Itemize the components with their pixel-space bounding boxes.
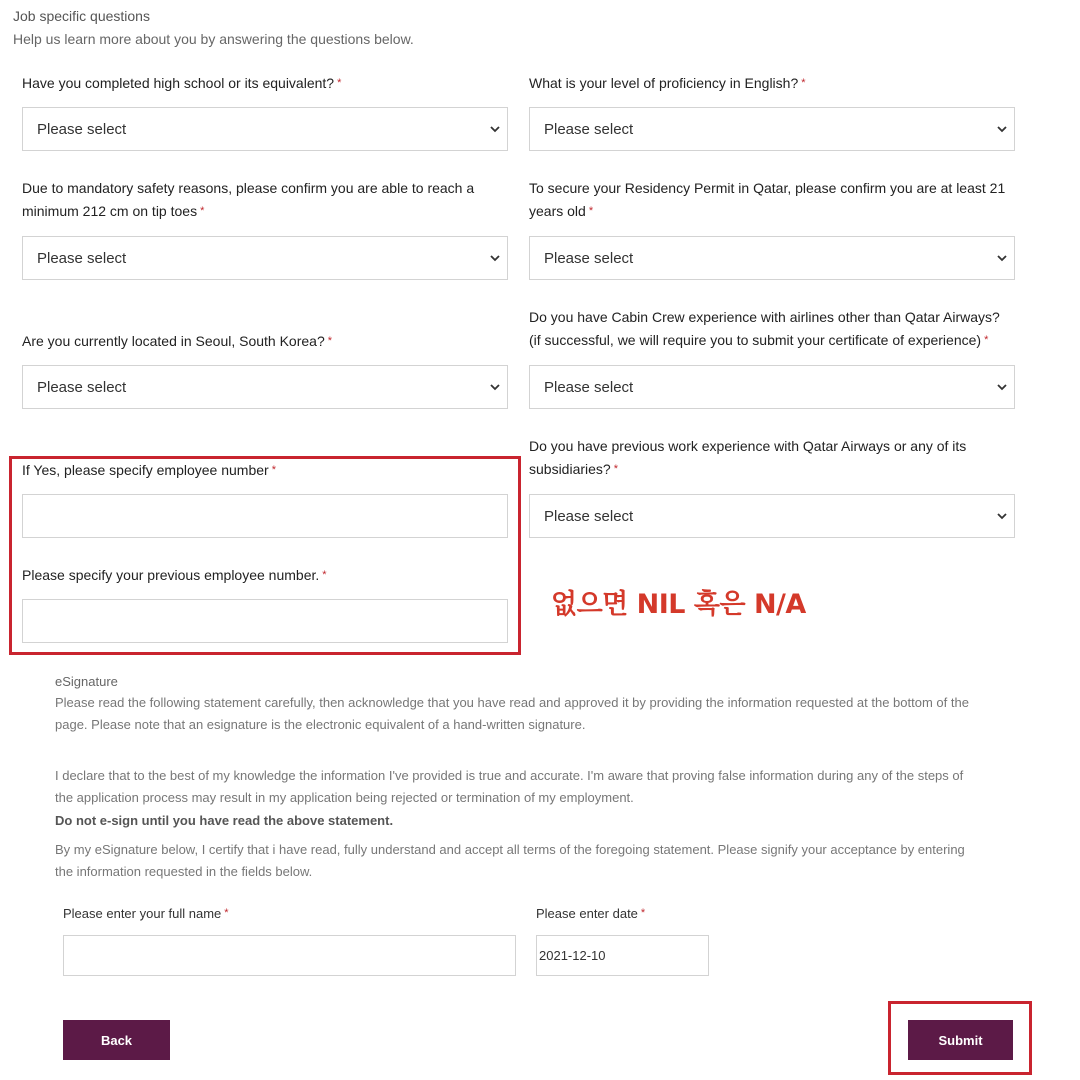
question-high-school-label: Have you completed high school or its equivalent? * bbox=[22, 75, 342, 91]
select-value: Please select bbox=[37, 249, 127, 267]
chevron-down-icon bbox=[489, 252, 501, 264]
required-marker: * bbox=[224, 907, 229, 919]
chevron-down-icon bbox=[996, 381, 1008, 393]
question-previous-work-label: Do you have previous work experience with Qatar Airways or any of its subsidiaries? * bbox=[529, 438, 967, 477]
esignature-intro: Please read the following statement carefully, then acknowledge that you have read and approved it by providing the information requested at the bottom of the page. Please note that an esignature is the electronic equivalent of a hand-written signature. bbox=[55, 695, 969, 732]
select-value: Please select bbox=[37, 120, 127, 138]
cabin-crew-experience-select[interactable] bbox=[529, 365, 1015, 409]
select-value: Please select bbox=[544, 378, 634, 396]
esignature-declaration: I declare that to the best of my knowledge the information I've provided is true and accurate. I'm aware that proving false information during any of the steps of the application process may result in my application being rejected or termination of my employment. bbox=[55, 768, 964, 805]
question-residency-label: To secure your Residency Permit in Qatar, please confirm you are at least 21 years old * bbox=[529, 180, 1006, 219]
required-marker: * bbox=[613, 463, 618, 475]
section-title: Job specific questions bbox=[13, 8, 150, 24]
esignature-title: eSignature bbox=[55, 674, 118, 689]
select-value: Please select bbox=[544, 249, 634, 267]
chevron-down-icon bbox=[996, 252, 1008, 264]
required-marker: * bbox=[588, 205, 594, 217]
question-prev-employee-number-label: Please specify your previous employee number. * bbox=[22, 567, 327, 583]
required-marker: * bbox=[984, 334, 989, 346]
full-name-label: Please enter your full name * bbox=[63, 906, 229, 921]
previous-work-qatar-select[interactable] bbox=[529, 494, 1015, 538]
required-marker: * bbox=[337, 77, 342, 89]
full-name-input[interactable] bbox=[63, 935, 516, 976]
previous-employee-number-input[interactable] bbox=[22, 599, 508, 643]
located-seoul-select[interactable] bbox=[22, 365, 508, 409]
date-value: 2021-12-10 bbox=[539, 948, 606, 963]
select-value: Please select bbox=[544, 507, 634, 525]
section-subtitle: Help us learn more about you by answering the questions below. bbox=[13, 31, 414, 47]
chevron-down-icon bbox=[996, 510, 1008, 522]
question-employee-number-label: If Yes, please specify employee number * bbox=[22, 462, 276, 478]
question-cabin-crew-label: Do you have Cabin Crew experience with airlines other than Qatar Airways? (if successful, we will require you to submit your certificate of experience) * bbox=[529, 309, 1000, 348]
required-marker: * bbox=[327, 335, 333, 347]
date-input[interactable] bbox=[536, 935, 709, 976]
required-marker: * bbox=[200, 205, 205, 217]
employee-number-input[interactable] bbox=[22, 494, 508, 538]
question-reach-label: Due to mandatory safety reasons, please confirm you are able to reach a minimum 212 cm on tip toes * bbox=[22, 180, 475, 219]
annotation-note: 없으면 NIL 혹은 N/A bbox=[551, 589, 806, 620]
esignature-warning: Do not e-sign until you have read the above statement. bbox=[55, 813, 394, 828]
select-value: Please select bbox=[37, 378, 127, 396]
question-english-label: What is your level of proficiency in English? * bbox=[529, 75, 806, 91]
back-button[interactable]: Back bbox=[63, 1020, 170, 1060]
reach-height-select[interactable] bbox=[22, 236, 508, 280]
question-located-label: Are you currently located in Seoul, South Korea? * bbox=[22, 333, 333, 349]
chevron-down-icon bbox=[489, 123, 501, 135]
english-proficiency-select[interactable] bbox=[529, 107, 1015, 151]
required-marker: * bbox=[640, 907, 646, 919]
date-label: Please enter date * bbox=[536, 906, 646, 921]
required-marker: * bbox=[322, 569, 327, 581]
required-marker: * bbox=[801, 77, 806, 89]
submit-button[interactable]: Submit bbox=[908, 1020, 1013, 1060]
chevron-down-icon bbox=[489, 381, 501, 393]
chevron-down-icon bbox=[996, 123, 1008, 135]
esignature-certify: By my eSignature below, I certify that i have read, fully understand and accept all terms of the foregoing statement. Please signify your acceptance by entering the information requested in the fields below. bbox=[55, 842, 965, 879]
high-school-select[interactable] bbox=[22, 107, 508, 151]
select-value: Please select bbox=[544, 120, 634, 138]
residency-age-select[interactable] bbox=[529, 236, 1015, 280]
required-marker: * bbox=[271, 464, 276, 476]
